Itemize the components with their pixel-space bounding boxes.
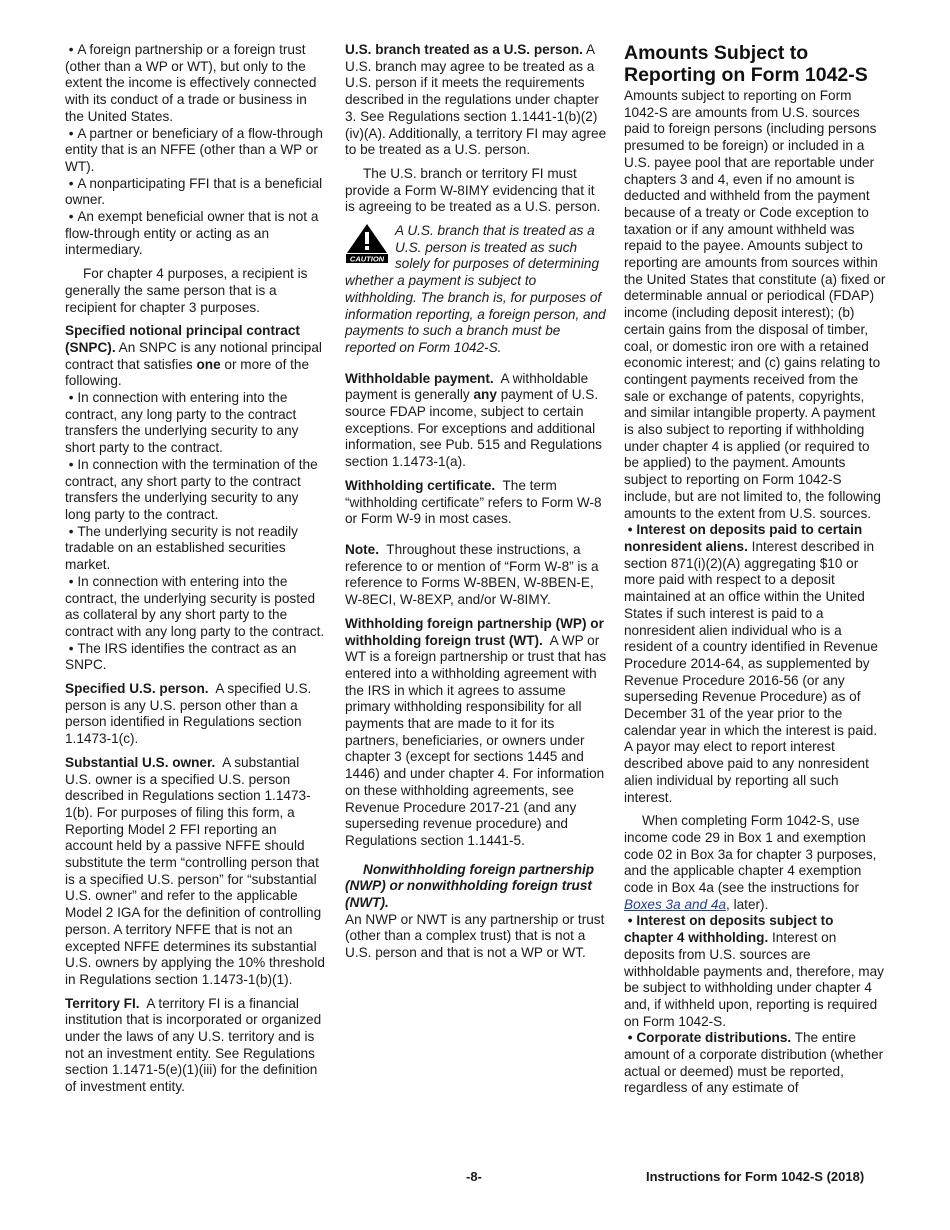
chapter4-recipient-paragraph: For chapter 4 purposes, a recipient is generally the same person that is a recipient for chapter 3 purposes.: [65, 266, 308, 315]
page-number: -8-: [466, 1169, 482, 1184]
list-item: • A nonparticipating FFI that is a beneficial owner.: [65, 175, 323, 208]
chapter4-interest-heading: Interest on deposits subject to chapter 4 withholding.: [624, 913, 834, 946]
us-branch-definition: U.S. branch treated as a U.S. person. A U.S. branch may agree to be treated as a U.S. person if it meets the requirements described in the regulations under chapter 3. See Regulations section 1.1441-1(b)(2)(iv)(A). Additionally, a territory FI may agree to be treated as a U.S. person.: [345, 42, 607, 158]
caution-note: [345, 223, 607, 357]
caution-icon: [345, 223, 389, 263]
withholdable-payment-definition: Withholdable payment. A withholdable payment is generally any payment of U.S. source FDAP income, subject to certain exceptions. For exceptions and additional information, see Pub. 515 and Regulations section 1.1473-1(a).: [345, 370, 602, 470]
intro-paragraph: Amounts subject to reporting on Form 1042-S are amounts from U.S. sources paid to foreign persons (including persons presumed to be foreign) or included in a U.S. payee pool that are reportable under chapters 3 and 4, even if no amount is deducted and withheld from the payment because of a treaty or Code exception to taxation or if any amount withheld was repaid to the payee. Amounts subject to reporting are amounts from sources within the United States that constitute (a) fixed or determinable annual or periodical (FDAP) income (including deposit interest); (b) certain gains from the disposal of timber, coal, or domestic iron ore with a retained economic interest; and (c) gains relating to contingent payments received from the sale or exchange of patents, copyrights, and similar intangible property. A payment is also subject to reporting if withholding under chapter 4 is applied (or required to be applied) to the payment. Amounts subject to reporting on Form 1042-S include, but are not limited to, the following amounts to the extent from U.S. sources.: [624, 88, 886, 521]
withholding-certificate-definition: Withholding certificate. The term “withholding certificate” refers to Form W-8 or Form W-9 in most cases.: [345, 477, 602, 527]
boxes-3a-4a-link[interactable]: Boxes 3a and 4a: [624, 896, 727, 912]
us-branch-paragraph: The U.S. branch or territory FI must provide a Form W-8IMY evidencing that it is agreeing to be treated as a U.S. person.: [345, 165, 601, 215]
withholding-certificate-heading: Withholding certificate.: [345, 477, 496, 493]
note-heading: Note.: [345, 541, 379, 557]
snpc-heading: Specified notional principal contract (SNPC).: [65, 323, 300, 355]
list-item: • A foreign partnership or a foreign trust (other than a WP or WT), but only to the extent the income is effectively connected with its conduct of a trade or business in the United States.: [65, 42, 317, 124]
specified-us-person-definition: Specified U.S. person. A specified U.S. person is any U.S. person other than a person identified in Regulations section 1.1473-1(c).: [65, 681, 312, 747]
substantial-us-owner-definition: Substantial U.S. owner. A substantial U.S. owner is a specified U.S. person described in Regulations section 1.1473-1(b). For purposes of filing this form, a Reporting Model 2 FFI reporting an account held by a passive NFFE should substitute the term “controlling person that is a specified U.S. person” for “substantial U.S. owner” and refer to the applicable Model 2 IGA for the definition of controlling person. A territory NFFE that is not an excepted NFFE determines its substantial U.S. owners by applying the 10% threshold in Regulations section 1.1473-1(b)(1).: [65, 754, 325, 987]
note-paragraph: Note. Throughout these instructions, a reference to or mention of “Form W-8” is a reference to Forms W-8BEN, W-8BEN-E, W-8ECI, W-8EXP, and/or W-8IMY.: [345, 541, 599, 608]
interest-deposits-heading: Interest on deposits paid to certain nonresident aliens.: [624, 522, 863, 554]
wp-wt-heading: Withholding foreign partnership (WP) or withholding foreign trust (WT).: [345, 615, 604, 648]
withholdable-payment-heading: Withholdable payment.: [345, 370, 494, 386]
caution-label: CAUTION: [349, 254, 385, 264]
list-item: • Interest on deposits subject to chapter 4 withholding. Interest on deposits from U.S. sources are withholdable payments and, therefore, may be subject to withholding under chapter 4 and, if withheld upon, reporting is required on Form 1042-S.: [624, 913, 884, 1029]
territory-fi-definition: Territory FI. A territory FI is a financial institution that is incorporated or organized under the laws of any U.S. territory and is not an investment entity. See Regulations section 1.1471-5(e)(1)(iii) for the definition of investment entity.: [65, 995, 322, 1095]
nwp-nwt-heading: Nonwithholding foreign partnership (NWP) or nonwithholding foreign trust (NWT).: [345, 861, 595, 911]
substantial-us-owner-heading: Substantial U.S. owner.: [65, 754, 216, 770]
list-item: • In connection with entering into the contract, the underlying security is posted as collateral by any short party to the contract with any long party to the contract.: [65, 573, 325, 639]
list-item: • An exempt beneficial owner that is not a flow-through entity or acting as an intermediary.: [65, 209, 319, 258]
list-item: • A partner or beneficiary of a flow-through entity that is an NFFE (other than a WP or WT).: [65, 125, 323, 174]
nwp-nwt-definition: Nonwithholding foreign partnership (NWP) or nonwithholding foreign trust (NWT). An NWP or NWT is any partnership or trust (other than a complex trust) that is not a U.S. person and that is not a WP or WT.: [345, 862, 607, 962]
column-middle: [345, 42, 607, 969]
us-branch-heading: U.S. branch treated as a U.S. person.: [345, 42, 583, 57]
specified-us-person-heading: Specified U.S. person.: [65, 681, 209, 697]
column-left: [65, 42, 327, 1103]
caution-text: A U.S. branch that is treated as a U.S. person is treated as such solely for purposes of determining whether a payment is subject to withholding. The branch is, for purposes of information reporting, a foreign person, and payments to such a branch must be reported on Form 1042-S.: [345, 223, 606, 355]
snpc-definition: Specified notional principal contract (SNPC). An SNPC is any notional principal contract that satisfies one or more of the following.: [65, 323, 322, 389]
column-right: [624, 42, 886, 1097]
wp-wt-definition: Withholding foreign partnership (WP) or withholding foreign trust (WT). A WP or WT is a foreign partnership or trust that has entered into a withholding agreement with the IRS in which it agrees to assume primary withholding responsibility for all payments that are made to it for its partners, beneficiaries, or owners under chapter 3 (except for sections 1445 and 1446) and under chapter 4. For information on these withholding agreements, see Revenue Procedure 2017-21 (and any superseding revenue procedure) and Regulations section 1.1441-5.: [345, 615, 607, 848]
list-item: • Corporate distributions. The entire amount of a corporate distribution (whether actual or deemed) must be reported, regardless of any estimate of: [624, 1030, 884, 1096]
section-title: Amounts Subject to Reporting on Form 1042-S: [624, 42, 868, 86]
list-item: • In connection with entering into the contract, any long party to the contract transfers the underlying security to any short party to the contract.: [65, 390, 299, 456]
form-title-footer: Instructions for Form 1042-S (2018): [646, 1169, 865, 1184]
list-item: • The underlying security is not readily tradable on an established securities market.: [65, 523, 298, 573]
corporate-distributions-heading: Corporate distributions.: [636, 1030, 792, 1046]
completing-paragraph: When completing Form 1042-S, use income code 29 in Box 1 and exemption code 02 in Box 3a for chapter 3 purposes, and the applicable chapter 4 exemption code in Box 4a (see the instructions for Boxes 3a and 4a, later).: [624, 813, 877, 912]
list-item: • Interest on deposits paid to certain nonresident aliens. Interest described in section 871(i)(2)(A) aggregating $10 or more paid with respect to a deposit maintained at an office within the United States if such interest is paid to a nonresident alien individual who is a resident of a country identified in Revenue Procedure 2014-64, as supplemented by Revenue Procedure 2016-56 (or any superseding Revenue Procedure) as of December 31 of the year prior to the calendar year in which the interest is paid. A payor may elect to report interest described above paid to any nonresident alien individual by reporting all such interest.: [624, 522, 878, 805]
list-item: • In connection with the termination of the contract, any short party to the contract transfers the underlying security to any long party to the contract.: [65, 456, 318, 522]
territory-fi-heading: Territory FI.: [65, 995, 140, 1011]
list-item: • The IRS identifies the contract as an SNPC.: [65, 640, 297, 673]
